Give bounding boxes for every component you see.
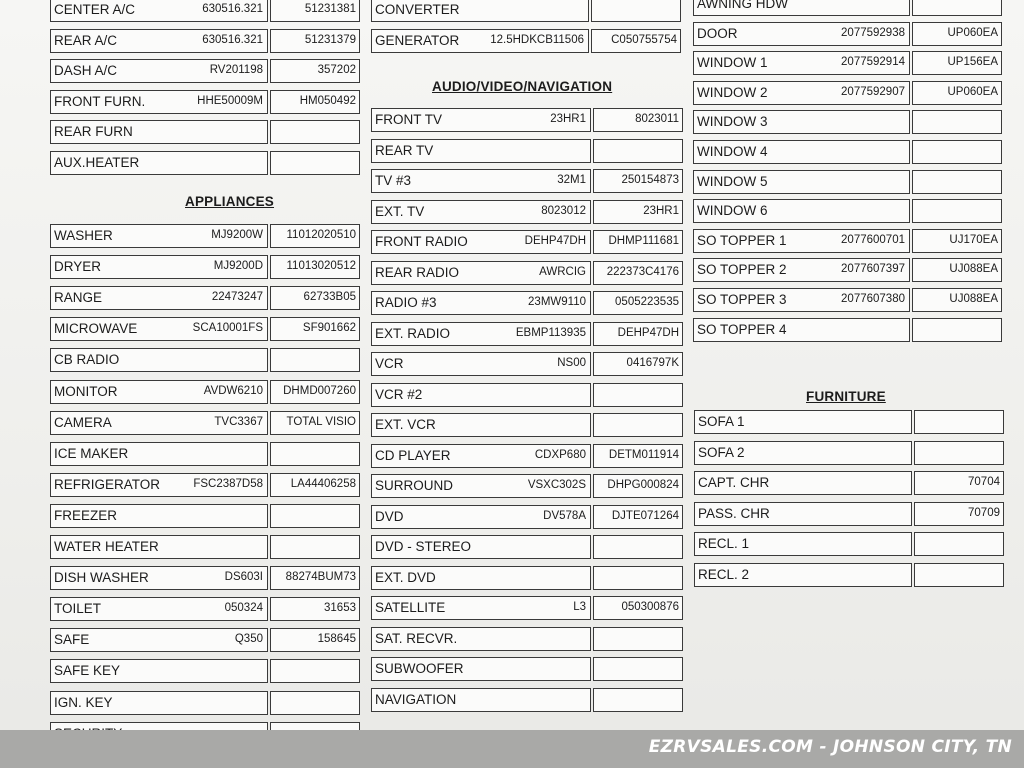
item-label: WINDOW 2 (697, 84, 768, 100)
table-row (693, 22, 1002, 46)
serial-number (914, 563, 1004, 587)
model-number: DV578A (543, 509, 586, 522)
item-cell (371, 444, 591, 468)
model-number: 12.5HDKCB11506 (490, 34, 584, 46)
item-cell (693, 22, 910, 46)
model-number: MJ9200W (211, 229, 263, 241)
item-label: CAMERA (54, 414, 112, 430)
serial-number (593, 383, 683, 407)
item-cell (371, 108, 591, 132)
serial-number: 158645 (270, 628, 360, 652)
item-label: SUBWOOFER (375, 661, 464, 676)
serial-number (270, 151, 360, 175)
table-row (371, 261, 683, 285)
item-cell (50, 504, 268, 528)
item-label: VCR (375, 356, 404, 371)
item-cell (371, 535, 591, 559)
table-row (50, 59, 360, 83)
model-number: 2077600701 (841, 233, 905, 246)
serial-number: 51231381 (270, 0, 360, 22)
table-row (371, 505, 683, 529)
serial-number (914, 532, 1004, 556)
table-row (50, 659, 360, 683)
table-row (371, 29, 681, 53)
item-cell (371, 383, 591, 407)
item-label: RECL. 1 (698, 536, 750, 551)
table-row (371, 230, 683, 254)
item-cell (50, 659, 268, 683)
serial-number: UJ088EA (912, 258, 1002, 282)
model-number: Q350 (234, 633, 263, 646)
item-label: CAPT. CHR (698, 475, 770, 490)
table-row (694, 502, 1004, 526)
serial-number (270, 442, 360, 466)
item-cell (50, 90, 268, 114)
serial-number: 70704 (914, 471, 1004, 495)
serial-number: UJ088EA (912, 288, 1002, 312)
serial-number (270, 504, 360, 528)
serial-number: 31653 (270, 597, 360, 621)
item-cell (50, 628, 268, 652)
table-row (371, 322, 683, 346)
item-label: PASS. CHR (698, 505, 770, 521)
item-cell (50, 691, 268, 715)
item-cell (50, 151, 268, 175)
item-label: FREEZER (54, 507, 118, 523)
table-row (50, 348, 360, 372)
item-cell (371, 230, 591, 254)
model-number: 2077607380 (841, 293, 905, 305)
item-cell (371, 322, 591, 346)
model-number: L3 (573, 601, 586, 613)
serial-number (270, 348, 360, 372)
table-row (693, 170, 1002, 194)
item-cell (50, 29, 268, 53)
model-number: EBMP113935 (515, 326, 586, 339)
item-label: DRYER (54, 259, 102, 275)
serial-number: 11012020510 (270, 224, 360, 248)
serial-number: DETM011914 (593, 444, 683, 468)
table-row (371, 383, 683, 407)
table-row (371, 139, 683, 163)
table-row (371, 352, 683, 376)
item-label: REAR A/C (54, 32, 118, 48)
serial-number: DHPG000824 (593, 474, 683, 498)
item-label: WASHER (54, 228, 113, 243)
serial-number (270, 120, 360, 144)
table-row (50, 597, 360, 621)
serial-number (593, 139, 683, 163)
item-cell (50, 597, 268, 621)
item-label: CD PLAYER (375, 447, 451, 463)
item-label: SOFA 1 (698, 414, 745, 429)
serial-number: 0416797K (593, 352, 683, 376)
serial-number: 88274BUM73 (270, 566, 360, 590)
model-number: VSXC302S (527, 479, 586, 491)
table-row (371, 688, 683, 712)
dealer-watermark: EZRVSALES.COM - JOHNSON CITY, TN (648, 737, 1012, 757)
serial-number: 51231379 (270, 29, 360, 53)
item-cell (371, 627, 591, 651)
table-row (50, 473, 360, 497)
item-cell (50, 120, 268, 144)
item-label: CB RADIO (54, 352, 120, 368)
table-row (693, 229, 1002, 253)
serial-number (912, 140, 1002, 164)
item-label: WATER HEATER (54, 539, 159, 554)
serial-number: TOTAL VISIO (270, 411, 360, 435)
item-label: WINDOW 5 (697, 173, 768, 189)
item-cell (693, 258, 910, 282)
table-row (50, 411, 360, 435)
item-label: RECL. 2 (698, 566, 750, 582)
table-row (50, 29, 360, 53)
model-number: 2077592914 (841, 56, 905, 69)
item-label: MICROWAVE (54, 321, 138, 337)
item-label: DASH A/C (54, 63, 118, 79)
serial-number: LA44406258 (270, 473, 360, 497)
item-cell (694, 441, 912, 465)
item-label: AUX.HEATER (54, 155, 140, 170)
item-label: DOOR (697, 25, 738, 41)
item-cell (693, 199, 910, 223)
serial-number (593, 657, 683, 681)
table-row (50, 0, 360, 22)
table-row (50, 691, 360, 715)
serial-number: UP156EA (912, 51, 1002, 75)
model-number: RV201198 (209, 64, 263, 77)
serial-number (270, 691, 360, 715)
item-cell (694, 532, 912, 556)
item-cell (371, 413, 591, 437)
model-number: 8023012 (541, 204, 586, 217)
item-cell (371, 261, 591, 285)
item-cell (371, 352, 591, 376)
serial-number (912, 199, 1002, 223)
table-row (693, 110, 1002, 134)
model-number: 23HR1 (550, 113, 586, 125)
item-label: SO TOPPER 1 (697, 232, 787, 248)
table-row (371, 596, 683, 620)
model-number: AWRCIG (539, 265, 586, 278)
table-row (371, 657, 683, 681)
item-label: EXT. VCR (375, 417, 436, 432)
item-cell (50, 255, 268, 279)
item-cell (693, 110, 910, 134)
serial-number (593, 535, 683, 559)
table-row (50, 380, 360, 404)
table-row (693, 258, 1002, 282)
serial-number (593, 688, 683, 712)
table-row (694, 441, 1004, 465)
item-cell (693, 170, 910, 194)
table-row (50, 628, 360, 652)
item-label: TV #3 (375, 173, 412, 188)
table-row (371, 200, 683, 224)
item-label: SO TOPPER 4 (697, 321, 787, 337)
item-label: FRONT RADIO (375, 234, 468, 249)
footer-bar (0, 730, 1024, 768)
table-row (50, 566, 360, 590)
model-number: 32M1 (557, 174, 586, 186)
table-row (50, 90, 360, 114)
serial-number (593, 566, 683, 590)
table-row (50, 255, 360, 279)
item-cell (371, 657, 591, 681)
appliances-heading: APPLIANCES (185, 194, 275, 209)
model-number: FSC2387D58 (193, 477, 263, 490)
furniture-heading: FURNITURE (806, 389, 886, 404)
item-label: REAR FURN (54, 124, 133, 140)
serial-number: 8023011 (593, 108, 683, 132)
serial-number: 050300876 (593, 596, 683, 620)
model-number: CDXP680 (534, 448, 586, 461)
table-row (50, 442, 360, 466)
table-row (693, 140, 1002, 164)
table-row (371, 444, 683, 468)
serial-number (912, 0, 1002, 16)
table-row (371, 108, 683, 132)
model-number: DS603I (224, 571, 263, 584)
serial-number (593, 413, 683, 437)
item-cell (371, 0, 589, 22)
item-cell (371, 139, 591, 163)
serial-number: 23HR1 (593, 200, 683, 224)
item-cell (50, 411, 268, 435)
model-number: NS00 (557, 357, 586, 369)
table-row (50, 535, 360, 559)
audio-video-heading: AUDIO/VIDEO/NAVIGATION (432, 79, 613, 94)
item-label: SO TOPPER 2 (697, 262, 787, 278)
item-label: SURROUND (375, 478, 454, 493)
item-cell (371, 200, 591, 224)
table-row (50, 504, 360, 528)
item-label: EXT. DVD (375, 569, 436, 585)
item-label: DVD - STEREO (375, 539, 472, 554)
serial-number: UJ170EA (912, 229, 1002, 253)
item-cell (693, 81, 910, 105)
item-cell (371, 291, 591, 315)
serial-number: 0505223535 (593, 291, 683, 315)
item-label: ICE MAKER (54, 445, 129, 461)
serial-number: UP060EA (912, 81, 1002, 105)
serial-number: DEHP47DH (593, 322, 683, 346)
item-label: WINDOW 6 (697, 203, 768, 219)
item-cell (371, 169, 591, 193)
model-number: AVDW6210 (203, 384, 263, 397)
item-cell (50, 442, 268, 466)
model-number: 2077607397 (841, 263, 905, 276)
item-cell (371, 29, 589, 53)
item-cell (371, 596, 591, 620)
table-row (371, 0, 681, 22)
item-cell (50, 286, 268, 310)
serial-number: 250154873 (593, 169, 683, 193)
item-label: REFRIGERATOR (54, 476, 161, 492)
item-label: IGN. KEY (54, 694, 113, 710)
item-cell (694, 502, 912, 526)
table-row (694, 532, 1004, 556)
serial-number (912, 170, 1002, 194)
item-cell (371, 474, 591, 498)
item-label: DVD (375, 508, 404, 524)
item-label: AWNING HDW (697, 0, 788, 11)
serial-number: 11013020512 (270, 255, 360, 279)
serial-number (270, 659, 360, 683)
table-row (693, 318, 1002, 342)
table-row (371, 474, 683, 498)
table-row (50, 317, 360, 341)
table-row (693, 199, 1002, 223)
item-label: REAR RADIO (375, 264, 460, 280)
serial-number: 222373C4176 (593, 261, 683, 285)
table-row (371, 291, 683, 315)
item-label: WINDOW 4 (697, 144, 768, 159)
table-row (693, 288, 1002, 312)
item-cell (50, 59, 268, 83)
table-row (694, 410, 1004, 434)
serial-number (591, 0, 681, 22)
serial-number (593, 627, 683, 651)
table-row (50, 286, 360, 310)
table-row (694, 563, 1004, 587)
item-cell (693, 51, 910, 75)
model-number: SCA10001FS (192, 322, 263, 335)
item-label: EXT. RADIO (375, 325, 451, 341)
model-number: 2077592907 (841, 85, 905, 98)
serial-number (912, 318, 1002, 342)
table-row (371, 566, 683, 590)
model-number: 630516.321 (202, 3, 263, 15)
table-row (371, 413, 683, 437)
item-cell (693, 229, 910, 253)
table-row (50, 120, 360, 144)
item-cell (371, 688, 591, 712)
item-cell (50, 317, 268, 341)
model-number: 630516.321 (202, 33, 263, 46)
item-label: MONITOR (54, 383, 118, 399)
table-row (50, 224, 360, 248)
table-row (371, 627, 683, 651)
item-label: EXT. TV (375, 203, 425, 219)
table-row (50, 151, 360, 175)
model-number: 23MW9110 (528, 296, 586, 308)
serial-number: UP060EA (912, 22, 1002, 46)
item-cell (693, 318, 910, 342)
item-cell (371, 566, 591, 590)
item-label: DISH WASHER (54, 570, 149, 586)
model-number: HHE50009M (197, 94, 263, 107)
serial-number: DHMD007260 (270, 380, 360, 404)
serial-number: 70709 (914, 502, 1004, 526)
model-number: TVC3367 (214, 415, 263, 428)
item-cell (50, 535, 268, 559)
item-cell (694, 410, 912, 434)
item-cell (50, 224, 268, 248)
item-label: NAVIGATION (375, 691, 457, 707)
model-number: MJ9200D (213, 260, 263, 273)
serial-number: DJTE071264 (593, 505, 683, 529)
item-label: SAFE (54, 632, 90, 648)
item-label: RANGE (54, 290, 103, 306)
item-label: REAR TV (375, 142, 434, 158)
table-row (371, 535, 683, 559)
model-number: 22473247 (211, 291, 263, 304)
item-cell (693, 0, 910, 16)
item-label: FRONT FURN. (54, 93, 146, 109)
serial-number: HM050492 (270, 90, 360, 114)
model-number: DEHP47DH (524, 235, 586, 247)
serial-number (914, 410, 1004, 434)
item-label: TOILET (54, 601, 102, 617)
table-row (693, 0, 1002, 16)
serial-number (912, 110, 1002, 134)
serial-number: DHMP111681 (593, 230, 683, 254)
serial-number: C050755754 (591, 29, 681, 53)
table-row (694, 471, 1004, 495)
item-cell (50, 473, 268, 497)
item-label: SAT. RECVR. (375, 630, 458, 646)
item-cell (694, 563, 912, 587)
item-label: RADIO #3 (375, 295, 437, 310)
item-label: VCR #2 (375, 386, 423, 402)
item-cell (693, 288, 910, 312)
item-cell (371, 505, 591, 529)
serial-number: 62733B05 (270, 286, 360, 310)
item-label: SO TOPPER 3 (697, 292, 787, 307)
model-number: 2077592938 (841, 26, 905, 39)
item-label: CONVERTER (375, 2, 460, 17)
item-label: WINDOW 1 (697, 55, 768, 71)
item-cell (694, 471, 912, 495)
table-row (693, 51, 1002, 75)
table-row (693, 81, 1002, 105)
item-label: FRONT TV (375, 112, 443, 127)
item-label: GENERATOR (375, 33, 460, 48)
item-label: CENTER A/C (54, 2, 136, 17)
serial-number: 357202 (270, 59, 360, 83)
item-label: SAFE KEY (54, 663, 121, 679)
item-label: WINDOW 3 (697, 114, 768, 130)
item-label: SATELLITE (375, 600, 446, 615)
serial-number (270, 535, 360, 559)
item-cell (50, 348, 268, 372)
table-row (371, 169, 683, 193)
item-label: SOFA 2 (698, 444, 745, 460)
item-cell (50, 380, 268, 404)
item-cell (50, 0, 268, 22)
serial-number (914, 441, 1004, 465)
item-cell (50, 566, 268, 590)
model-number: 050324 (224, 602, 263, 615)
item-cell (693, 140, 910, 164)
serial-number: SF901662 (270, 317, 360, 341)
